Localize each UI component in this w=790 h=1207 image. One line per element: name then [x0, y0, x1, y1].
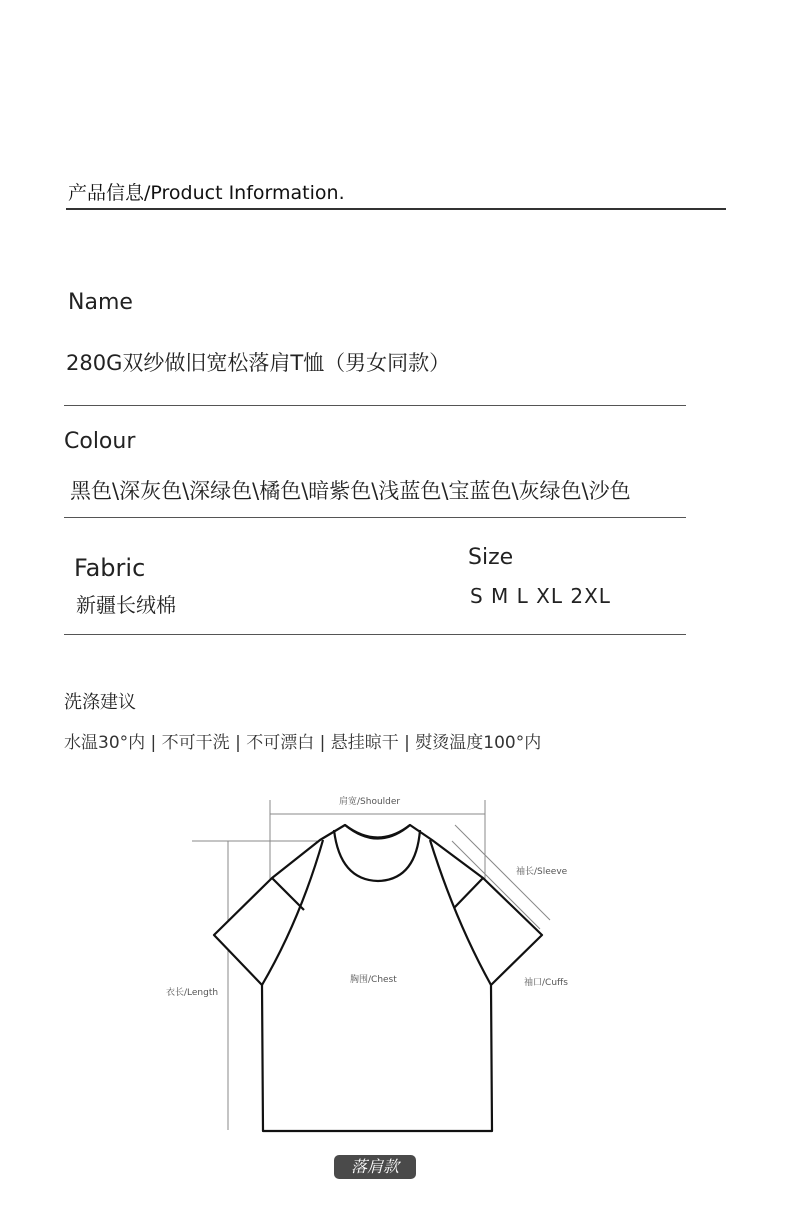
fabric-value: 新疆长绒棉 [76, 593, 176, 617]
product-name: 280G双纱做旧宽松落肩T恤（男女同款） [66, 351, 451, 375]
size-options: S M L XL 2XL [470, 584, 611, 608]
colour-label: Colour [64, 429, 136, 454]
wash-title: 洗涤建议 [64, 692, 136, 713]
divider [64, 634, 686, 635]
shoulder-label: 肩宽/Shoulder [339, 797, 401, 807]
size-label: Size [468, 545, 514, 570]
chest-label: 胸围/Chest [350, 975, 397, 985]
tshirt-size-diagram [0, 780, 790, 1145]
fabric-label: Fabric [74, 554, 146, 582]
colour-options: 黑色\深灰色\深绿色\橘色\暗紫色\浅蓝色\宝蓝色\灰绿色\沙色 [70, 479, 631, 503]
cuffs-label: 袖口/Cuffs [524, 978, 568, 988]
divider [64, 517, 686, 518]
style-badge: 落肩款 [334, 1155, 416, 1179]
length-label: 衣长/Length [166, 988, 219, 998]
sleeve-label: 袖长/Sleeve [516, 867, 568, 877]
title-divider [66, 208, 726, 210]
name-label: Name [68, 290, 133, 315]
divider [64, 405, 686, 406]
wash-instructions: 水温30°内 | 不可干洗 | 不可漂白 | 悬挂晾干 | 熨烫温度100°内 [64, 733, 542, 753]
section-title: 产品信息/Product Information. [68, 182, 345, 204]
